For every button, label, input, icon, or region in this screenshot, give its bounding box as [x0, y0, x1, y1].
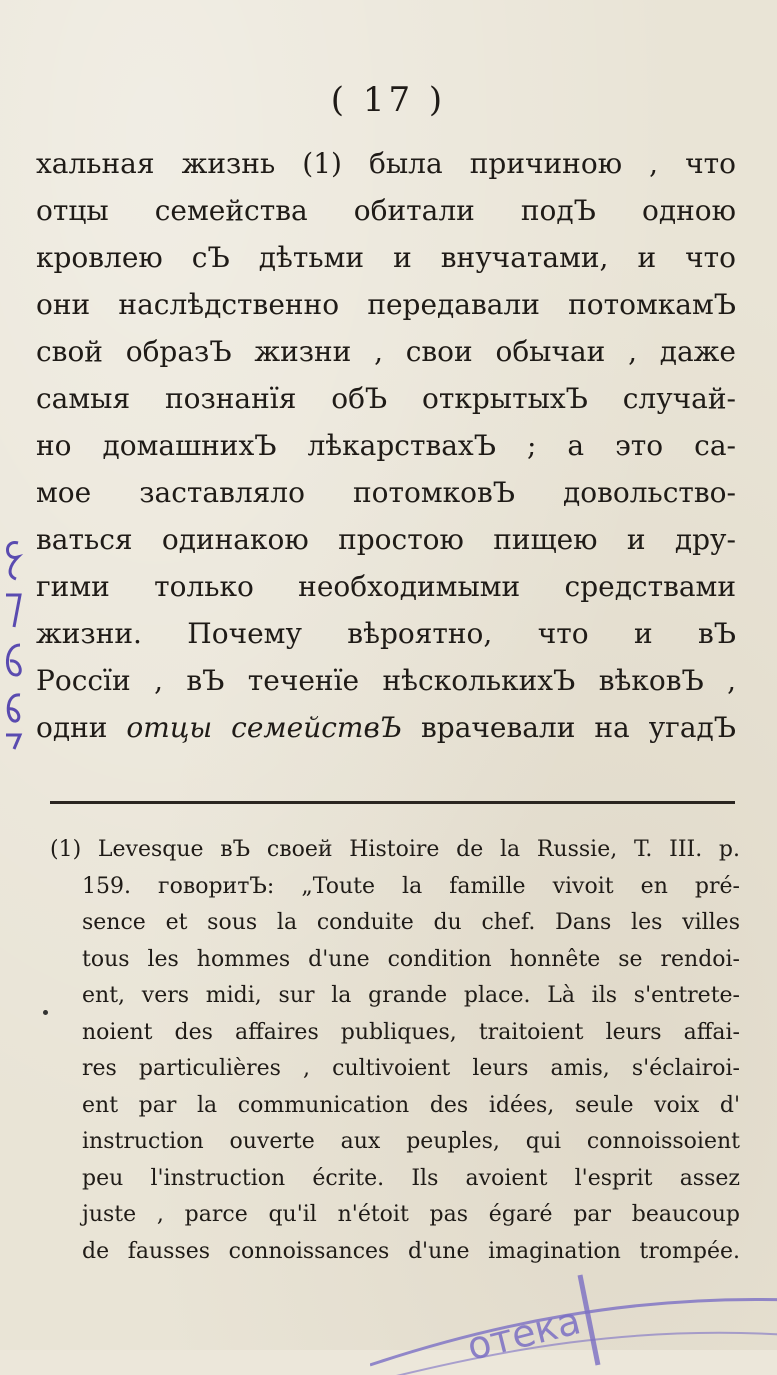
- footnote-block: [50, 832, 740, 1270]
- text-line: Россїи , вЪ теченїе нѣсколькихЪ вѣковЪ ,: [36, 664, 736, 697]
- footnote-line: (1) Levesque вЪ своей Histoire de la Russie, T. III. p.: [50, 837, 740, 862]
- margin-handwritten-marks: [0, 535, 28, 750]
- footnote-line: de fausses connoissances d'une imagination trompée.: [82, 1238, 740, 1264]
- main-text-block: [36, 140, 736, 751]
- text-line: но домашнихЪ лѣкарствахЪ ; а это са-: [36, 429, 736, 462]
- text-line: хальная жизнь (1) была причиною , что: [36, 147, 736, 180]
- italic-phrase: отцы семействЪ: [126, 711, 403, 744]
- text-segment: врачевали на угадЪ: [402, 711, 737, 744]
- text-line: отцы семейства обитали подЪ одною: [36, 194, 736, 227]
- footnote-line: tous les hommes d'une condition honnête se rendoi-: [82, 946, 740, 972]
- text-line: мое заставляло потомковЪ довольство-: [36, 476, 736, 509]
- footnote-divider: [50, 801, 735, 804]
- text-line: жизни. Почему вѣроятно, что и вЪ: [36, 617, 736, 650]
- footnote-line: noient des affaires publiques, traitoient leurs affai-: [82, 1019, 740, 1045]
- library-stamp: [370, 1255, 777, 1375]
- page-number: ( 17 ): [330, 80, 447, 120]
- footnote-line: ent, vers midi, sur la grande place. Là ils s'entrete-: [82, 983, 740, 1008]
- footnote-line: res particulières , cultivoient leurs amis, s'éclairoi-: [82, 1056, 740, 1081]
- text-line: свой образЪ жизни , свои обычаи , даже: [36, 335, 736, 368]
- text-segment: одни: [36, 711, 127, 744]
- ink-dot: [43, 1010, 48, 1015]
- footnote-line: juste , parce qu'il n'étoit pas égaré par beaucoup: [82, 1202, 740, 1227]
- footnote-line: peu l'instruction écrite. Ils avoient l'esprit assez: [82, 1165, 740, 1191]
- text-line: они наслѣдственно передавали потомкамЪ: [36, 288, 736, 321]
- footnote-line: ent par la communication des idées, seule voix d': [82, 1092, 740, 1118]
- text-line: самыя познанїя обЪ открытыхЪ случай-: [36, 382, 736, 415]
- text-line: ваться одинакою простою пищею и дру-: [36, 523, 736, 556]
- stamp-text: отека: [462, 1298, 585, 1369]
- text-line-last: [36, 704, 736, 751]
- footnote-line: sence et sous la conduite du chef. Dans les villes: [82, 910, 740, 935]
- text-line: кровлею сЪ дѣтьми и внучатами, и что: [36, 241, 736, 274]
- footnote-line: 159. говоритЪ: „Toute la famille vivoit en pré-: [82, 873, 740, 899]
- text-line: гими только необходимыми средствами: [36, 570, 736, 603]
- footnote-line: instruction ouverte aux peuples, qui connoissoient: [82, 1129, 740, 1154]
